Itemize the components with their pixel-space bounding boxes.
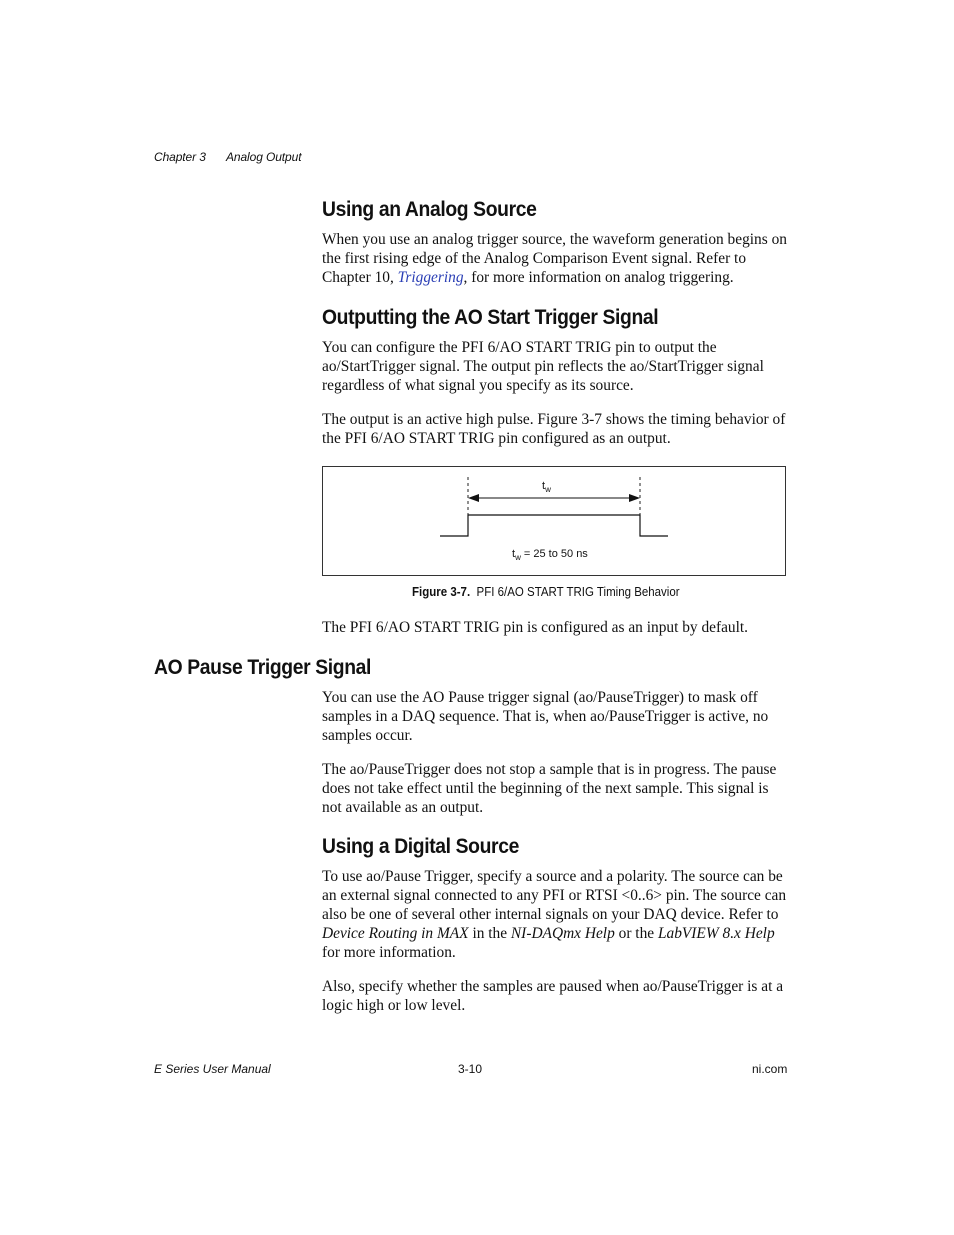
heading-ao-start-trigger: Outputting the AO Start Trigger Signal bbox=[322, 306, 659, 329]
text-analog-after: , for more information on analog triggering. bbox=[463, 269, 734, 286]
tw-arrow-left bbox=[468, 494, 479, 502]
paragraph-ao-start-2: The output is an active high pulse. Figure 3-7 shows the timing behavior of the PFI 6/AO START TRIG pin configured as an output. bbox=[322, 411, 786, 447]
heading-analog-source: Using an Analog Source bbox=[322, 198, 537, 221]
heading-digital-source: Using a Digital Source bbox=[322, 835, 519, 858]
paragraph-pause-1: You can use the AO Pause trigger signal (ao/PauseTrigger) to mask off samples in a DAQ sequence. That is, when ao/PauseTrigger is active, no samples occur. bbox=[322, 689, 769, 744]
triggering-link[interactable]: Triggering bbox=[397, 269, 464, 286]
timing-figure bbox=[322, 466, 786, 576]
figure-caption-number: Figure 3-7. bbox=[412, 585, 471, 599]
text-analog-before: When you use an analog trigger source, the waveform generation begins on the first rising edge of the Analog Comparison Event signal. Refer to Chapter 10, bbox=[322, 231, 787, 286]
paragraph-digital-2: Also, specify whether the samples are paused when ao/PauseTrigger is at a logic high or low level. bbox=[322, 978, 784, 1014]
timing-diagram bbox=[323, 467, 785, 575]
tw-range-label: $t_w = 25$ to 50 ns bbox=[512, 548, 588, 562]
ref-nidaqmx-help: NI-DAQmx Help bbox=[510, 925, 615, 942]
paragraph-pause-2: The ao/PauseTrigger does not stop a sample that is in progress. The pause does not take effect until the beginning of the next sample. This signal is not available as an output. bbox=[322, 761, 777, 816]
figure-caption-text: PFI 6/AO START TRIG Timing Behavior bbox=[476, 585, 680, 599]
header-chapter: Chapter 3 bbox=[154, 150, 206, 164]
footer-page-number: 3-10 bbox=[458, 1062, 483, 1076]
paragraph-default-input: The PFI 6/AO START TRIG pin is configured as an input by default. bbox=[322, 619, 749, 636]
text-digital-a: To use ao/Pause Trigger, specify a source and a polarity. The source can be an external signal connected to any PFI or RTSI <0..6> pin. The source can also be one of several other internal signals on your DAQ device. Refer to bbox=[322, 868, 787, 923]
pulse-waveform bbox=[440, 515, 668, 536]
paragraph-analog-source bbox=[322, 230, 788, 287]
paragraph-digital-1 bbox=[322, 867, 788, 962]
paragraph-ao-start-1: You can configure the PFI 6/AO START TRIG pin to output the ao/StartTrigger signal. The output pin reflects the ao/StartTrigger signal regardless of what signal you specify as its source. bbox=[322, 339, 764, 394]
ref-labview-help: LabVIEW 8.x Help bbox=[657, 925, 775, 942]
text-digital-b: in the bbox=[468, 925, 511, 942]
ref-device-routing: Device Routing in MAX bbox=[322, 925, 469, 942]
header-title: Analog Output bbox=[226, 150, 302, 164]
footer-website: ni.com bbox=[752, 1062, 788, 1076]
tw-arrow-right bbox=[629, 494, 640, 502]
tw-label: $t_w$ bbox=[542, 480, 551, 494]
text-digital-c: or the bbox=[614, 925, 658, 942]
text-digital-d: for more information. bbox=[322, 944, 456, 961]
heading-ao-pause-trigger: AO Pause Trigger Signal bbox=[154, 656, 372, 679]
figure-caption bbox=[412, 585, 680, 599]
footer-manual-title: E Series User Manual bbox=[154, 1062, 271, 1076]
